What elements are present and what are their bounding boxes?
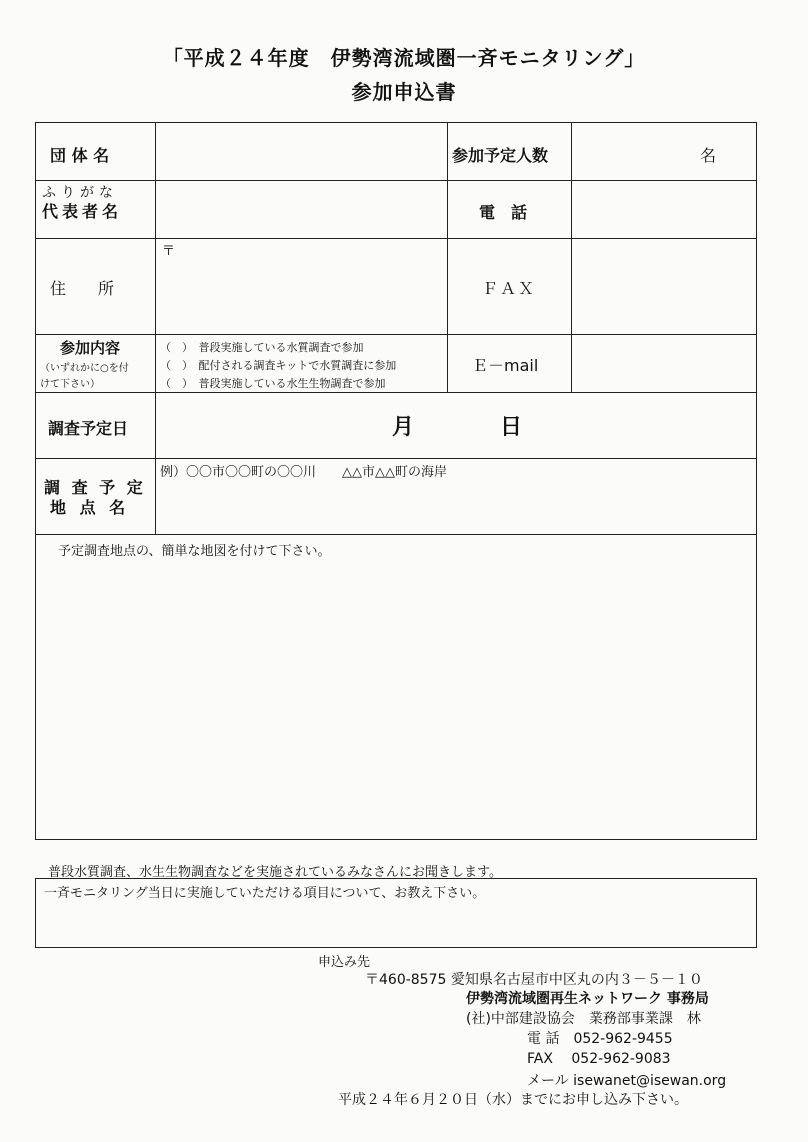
survey-intro: 普段水質調査、水生生物調査などを実施されているみなさんにお聞きします。 [48, 865, 502, 880]
contact-mail: メール isewanet@isewan.org [527, 1073, 727, 1089]
participants-unit: 名 [700, 146, 717, 165]
document-title: 「平成２４年度 伊勢湾流域圏一斉モニタリング」 [162, 46, 646, 70]
address-label: 住 所 [50, 279, 115, 298]
option-kit-water-quality[interactable]: （ ） 配付される調査キットで水質調査に参加 [160, 359, 397, 372]
postal-mark: 〒 [162, 244, 176, 259]
map-note: 予定調査地点の、簡単な地図を付けて下さい。 [58, 544, 331, 559]
contact-heading: 申込み先 [318, 955, 371, 970]
representative-label: 代表者名 [42, 202, 123, 221]
option-water-quality[interactable]: （ ） 普段実施している水質調査で参加 [160, 341, 364, 354]
content-label: 参加内容 [60, 339, 121, 357]
phone-field[interactable] [573, 182, 755, 237]
map-area[interactable] [37, 558, 755, 838]
contact-org: 伊勢湾流域圏再生ネットワーク 事務局 [466, 991, 709, 1007]
date-field[interactable] [157, 394, 755, 457]
group-name-field[interactable] [157, 124, 445, 179]
location-label-2: 地 点 名 [50, 498, 130, 517]
group-name-label: 団 体 名 [50, 146, 110, 165]
fax-label: ＦＡＸ [482, 279, 537, 298]
address-field[interactable] [157, 256, 445, 332]
contact-assoc: (社)中部建設協会 業務部事業課 林 [466, 1011, 701, 1027]
participants-field[interactable] [573, 124, 683, 179]
location-field[interactable] [157, 478, 755, 533]
contact-phone: 電 話 052-962-9455 [527, 1031, 673, 1047]
email-label: Ｅ－mail [472, 356, 539, 375]
contact-address: 〒460-8575 愛知県名古屋市中区丸の内３－５－１０ [365, 972, 703, 988]
participants-label: 参加予定人数 [452, 146, 549, 165]
contact-fax: FAX 052-962-9083 [527, 1051, 671, 1067]
content-note-2: けて下さい） [40, 379, 100, 390]
document-subtitle: 参加申込書 [351, 80, 457, 104]
location-example: 例）〇〇市〇〇町の〇〇川 △△市△△町の海岸 [160, 465, 447, 480]
fax-field[interactable] [573, 240, 755, 333]
month-label: 月 [392, 415, 415, 440]
deadline: 平成２４年６月２０日（水）までにお申し込み下さい。 [338, 1092, 688, 1108]
furigana-label: ふりがな [42, 185, 118, 201]
content-note-1: （いずれかに○を付 [40, 363, 129, 374]
date-label: 調査予定日 [48, 419, 129, 438]
option-aquatic-life[interactable]: （ ） 普段実施している水生生物調査で参加 [160, 377, 386, 390]
email-field[interactable] [573, 336, 755, 391]
location-label: 調 査 予 定 [44, 478, 146, 497]
survey-question: 一斉モニタリング当日に実施していただける項目について、お教え下さい。 [44, 886, 486, 901]
representative-field[interactable] [157, 182, 445, 237]
day-label: 日 [500, 415, 523, 440]
phone-label: 電 話 [479, 203, 528, 222]
